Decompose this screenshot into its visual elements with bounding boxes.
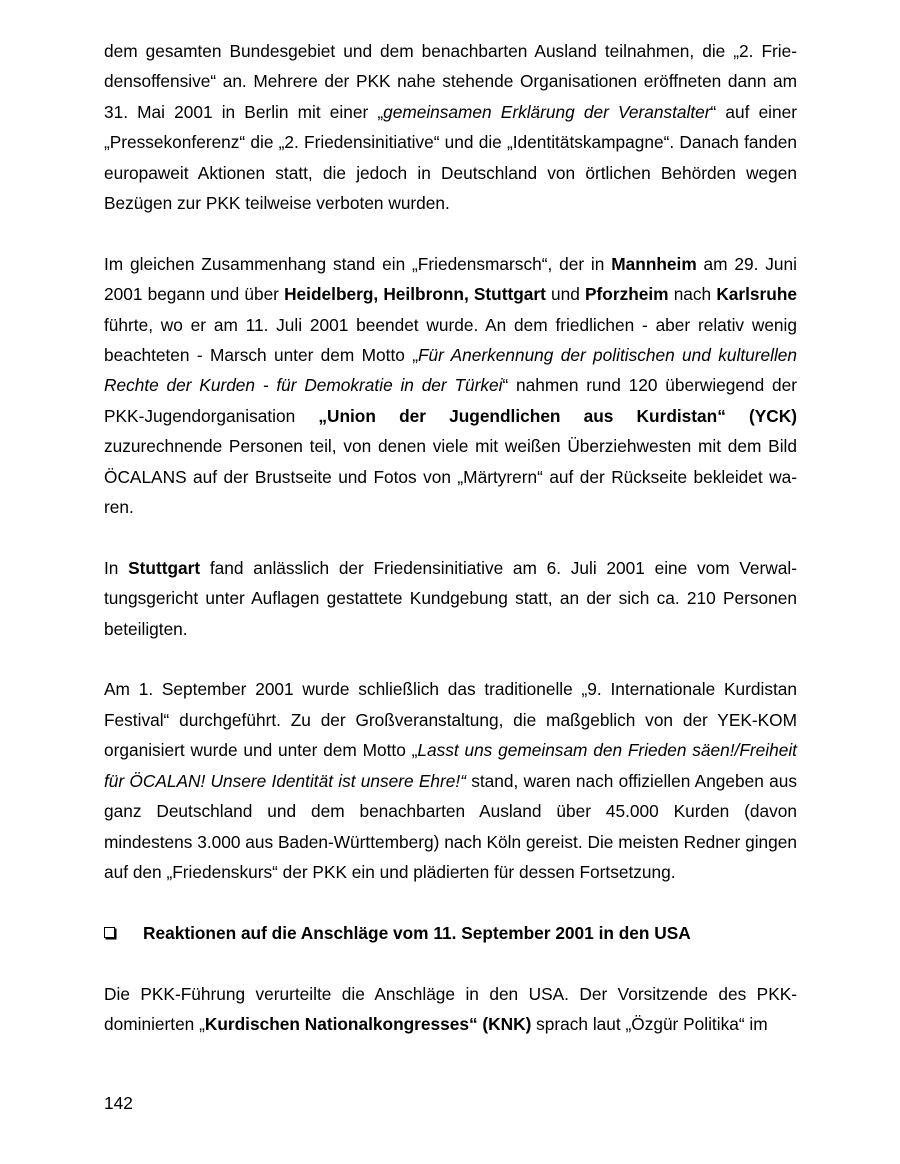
paragraph-friedensoffensive xyxy=(104,36,797,218)
text-segment: zuzurechnende Personen teil, von denen viele mit weißen Überziehwesten mit dem Bild ÖCALANS auf der Brustseite und Fotos von „Märtyrern“ auf der Rückseite bekleidet waren. xyxy=(104,436,797,518)
paragraph-kurdistan-festival xyxy=(104,674,797,887)
text-segment: Stuttgart xyxy=(128,557,201,578)
text-segment: Mannheim xyxy=(611,253,697,274)
text-segment: Am 1. September 2001 wurde schließlich das traditionelle „9. Internationale Kurdistan Festival“ durchgeführt. Zu der Großveranstaltung, die maßgeblich von der YEK-KOM organisiert wurde und unter dem Motto „ xyxy=(104,679,797,761)
page-number: 142 xyxy=(104,1093,133,1113)
text-segment: führte, wo er am 11. Juli 2001 beendet wurde. An dem friedlichen - aber relativ wenig beachteten - Marsch unter dem Motto „ xyxy=(104,314,797,366)
section-heading-text: Reaktionen auf die Anschläge vom 11. September 2001 in den USA xyxy=(143,922,691,943)
text-segment: “ nahmen rund 120 überwiegend der PKK-Jugendorganisation xyxy=(104,375,797,426)
document-page xyxy=(104,36,797,1070)
text-segment: fand anlässlich der Friedensinitiative am 6. Juli 2001 eine vom Verwaltungsgericht unter Auflagen gestattete Kundgebung statt, an der sich ca. 210 Personen beteiligten. xyxy=(104,557,797,639)
text-segment: Karlsruhe xyxy=(716,284,797,305)
text-segment: dem gesamten Bundesgebiet und dem benachbarten Ausland teilnahmen, die „2. Friedensoffensive“ an. Mehrere der PKK nahe stehende Organisationen eröffneten dann am 31. Mai 2001 in Berlin mit einer „ xyxy=(104,41,797,122)
text-segment: “ auf einer „Pressekonferenz“ die „2. Friedensinitiative“ und die „Identitätskampagne“. Danach fanden europaweit Aktionen statt, die jedoch in Deutschland von örtlichen Behörden wegen Bezügen zur PKK teilweise verboten wurden. xyxy=(104,101,798,214)
text-segment: sprach laut „Özgür Politika“ im xyxy=(531,1013,768,1034)
text-segment: Heidelberg, Heilbronn, Stuttgart xyxy=(284,284,546,305)
text-segment: Die PKK-Führung verurteilte die Anschläge in den USA. Der Vorsitzende des PKK-dominierten „ xyxy=(104,983,797,1034)
paragraph-stuttgart-kundgebung xyxy=(104,553,797,644)
text-segment: Im gleichen Zusammenhang stand ein „Friedensmarsch“, der in xyxy=(104,253,612,274)
text-segment: Für Anerkennung der politischen und kulturellen Rechte der Kurden - für Demokratie in der Türkei xyxy=(104,345,797,396)
text-segment: „Union der Jugendlichen aus Kurdistan“ (YCK) xyxy=(318,405,797,426)
section-heading xyxy=(104,918,797,948)
paragraph-pkk-reaktion xyxy=(104,979,797,1040)
paragraph-friedensmarsch xyxy=(104,249,797,523)
text-segment: gemeinsamen Erklärung der Veranstalter xyxy=(383,101,711,122)
text-segment: Lasst uns gemeinsam den Frieden säen!/Freiheit für ÖCALAN! Unsere Identität ist unsere Ehre!“ xyxy=(104,740,797,791)
checkbox-bullet-icon xyxy=(104,927,115,938)
text-segment: am 29. Juni 2001 begann und über xyxy=(104,253,797,305)
text-segment: stand, waren nach offiziellen Angeben aus ganz Deutschland und dem benachbarten Ausland über 45.000 Kurden (davon mindestens 3.000 aus Baden-Württemberg) nach Köln gereist. Die meisten Redner gingen auf den „Friedenskurs“ der PKK ein und plädierten für dessen Fortsetzung. xyxy=(104,770,797,882)
text-segment: In xyxy=(104,557,129,578)
text-segment: Kurdischen Nationalkongresses“ (KNK) xyxy=(204,1013,532,1034)
text-segment: nach xyxy=(668,284,717,305)
text-segment: und xyxy=(545,284,586,305)
text-segment: Pforzheim xyxy=(585,284,669,305)
